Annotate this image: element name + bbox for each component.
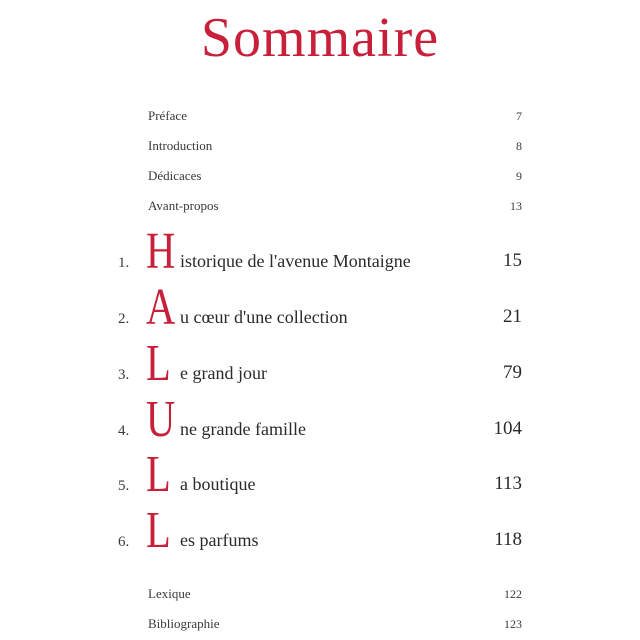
- chapter-page: 118: [494, 529, 522, 550]
- toc-entry-label: Dédicaces: [148, 168, 202, 183]
- chapter-drop-initial: U: [146, 391, 176, 448]
- chapter-drop-initial: H: [146, 223, 176, 280]
- toc-chapter-6: [112, 502, 522, 559]
- toc-entry-dedicaces: [148, 166, 522, 186]
- toc-chapter-3: [112, 335, 522, 392]
- toc-entry-page: 13: [510, 198, 522, 213]
- toc-chapter-2: [112, 279, 522, 336]
- toc-chapter-4: [112, 391, 522, 448]
- chapter-title: istorique de l'avenue Montaigne: [180, 251, 411, 271]
- toc-chapter-5: [112, 446, 522, 503]
- toc-entry-label: Lexique: [148, 586, 191, 601]
- toc-entry-label: Bibliographie: [148, 616, 220, 631]
- page-title: Sommaire: [200, 7, 440, 69]
- chapter-title: ne grande famille: [180, 419, 306, 439]
- toc-entry-label: Préface: [148, 108, 187, 123]
- chapter-number: 3.: [118, 367, 130, 383]
- toc-chapter-1: [112, 223, 522, 280]
- toc-entry-label: Avant-propos: [148, 198, 219, 213]
- toc-entry-page: 122: [504, 586, 522, 601]
- chapter-drop-initial: A: [146, 279, 176, 336]
- chapter-number: 6.: [118, 534, 130, 550]
- chapter-drop-initial: L: [146, 446, 171, 503]
- chapter-title: u cœur d'une collection: [180, 307, 348, 327]
- toc-entry-page: 8: [516, 138, 522, 153]
- chapter-page: 15: [503, 250, 522, 271]
- chapter-number: 2.: [118, 311, 130, 327]
- chapter-number: 4.: [118, 423, 130, 439]
- chapter-number: 1.: [118, 255, 130, 271]
- toc-entry-bibliographie: [148, 614, 522, 634]
- toc-entry-introduction: [148, 136, 522, 156]
- toc-entry-page: 7: [516, 108, 522, 123]
- toc-entry-lexique: [148, 584, 522, 604]
- chapter-drop-initial: L: [146, 335, 171, 392]
- chapter-drop-initial: L: [146, 502, 171, 559]
- toc-entry-page: 123: [504, 616, 522, 631]
- toc-entry-page: 9: [516, 168, 522, 183]
- chapter-title: e grand jour: [180, 363, 267, 383]
- chapter-page: 113: [494, 473, 522, 494]
- chapter-page: 104: [493, 418, 522, 439]
- toc-entry-avant-propos: [148, 196, 522, 216]
- toc-entry-preface: [148, 106, 522, 126]
- chapter-title: es parfums: [180, 530, 259, 550]
- chapter-title: a boutique: [180, 474, 256, 494]
- toc-entry-label: Introduction: [148, 138, 213, 153]
- chapter-number: 5.: [118, 478, 130, 494]
- chapter-page: 79: [503, 362, 522, 383]
- chapter-page: 21: [503, 306, 522, 327]
